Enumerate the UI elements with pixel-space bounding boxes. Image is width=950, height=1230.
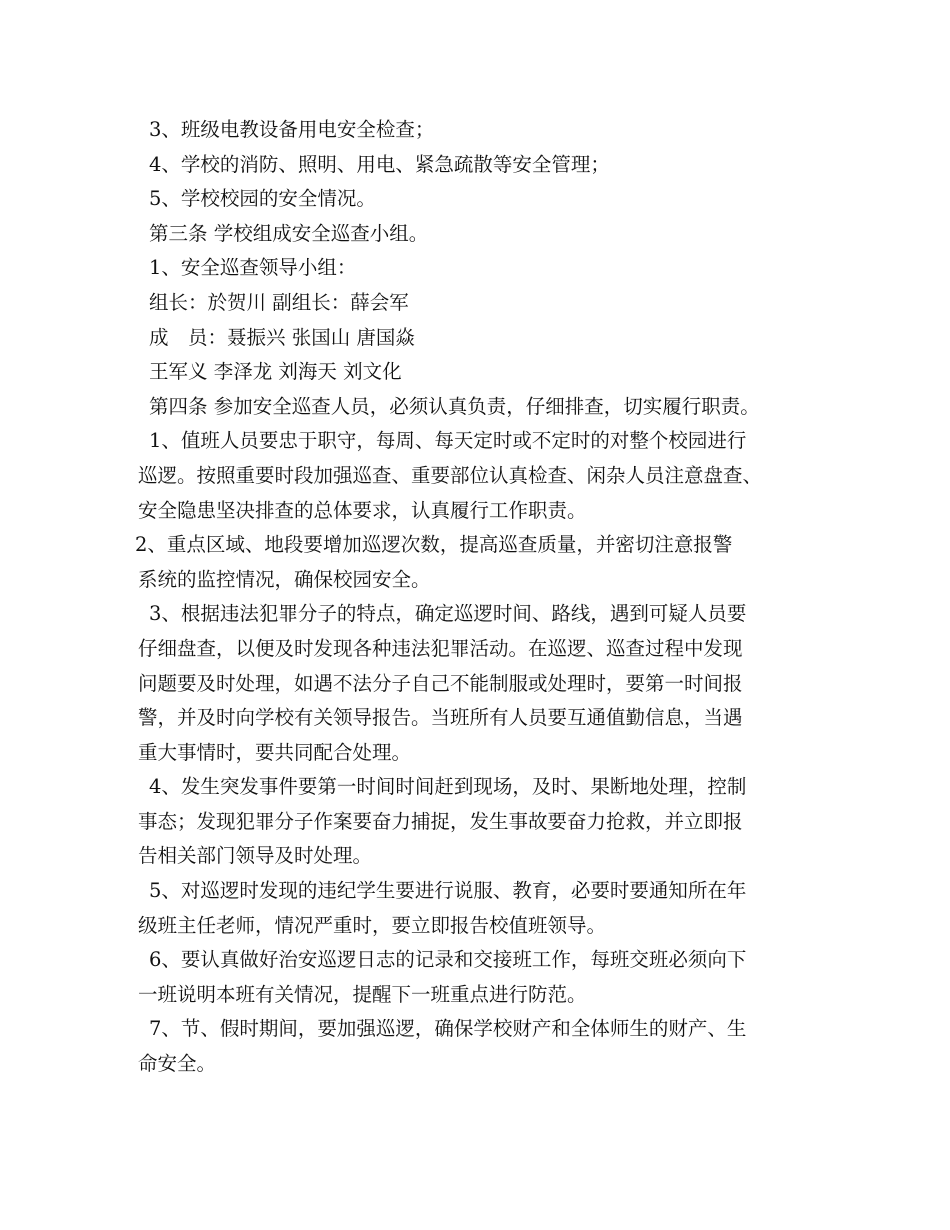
document-line: 6、要认真做好治安巡逻日志的记录和交接班工作，每班交班必须向下 [149, 948, 747, 972]
document-line: 巡逻。按照重要时段加强巡查、重要部位认真检查、闲杂人员注意盘查、 [138, 463, 763, 487]
document-line: 告相关部门领导及时处理。 [138, 844, 373, 868]
document-line: 一班说明本班有关情况，提醒下一班重点进行防范。 [138, 982, 587, 1006]
document-line: 5、学校校园的安全情况。 [149, 187, 376, 211]
document-line: 命安全。 [138, 1052, 217, 1076]
document-body [135, 113, 828, 1082]
document-line: 级班主任老师，情况严重时，要立即报告校值班领导。 [138, 913, 607, 937]
document-line: 仔细盘查，以便及时发现各种违法犯罪活动。在巡逻、巡查过程中发现 [138, 636, 743, 660]
document-line: 问题要及时处理，如遇不法分子自己不能制服或处理时，要第一时间报 [138, 671, 743, 695]
document-line: 第四条 参加安全巡查人员，必须认真负责，仔细排查，切实履行职责。 [149, 394, 760, 418]
document-line: 1、值班人员要忠于职守，每周、每天定时或不定时的对整个校园进行 [149, 429, 747, 453]
document-line: 2、重点区域、地段要增加巡逻次数，提高巡查质量，并密切注意报警 [135, 533, 733, 557]
document-line: 成 员：聂振兴 张国山 唐国焱 [149, 325, 415, 349]
document-line: 7、节、假时期间，要加强巡逻，确保学校财产和全体师生的财产、生 [149, 1017, 747, 1041]
document-line: 第三条 学校组成安全巡查小组。 [149, 221, 429, 245]
document-line: 1、安全巡查领导小组： [149, 256, 357, 280]
document-line: 事态；发现犯罪分子作案要奋力捕捉，发生事故要奋力抢救，并立即报 [138, 809, 743, 833]
document-line: 5、对巡逻时发现的违纪学生要进行说服、教育，必要时要通知所在年 [149, 879, 747, 903]
document-line: 4、学校的消防、照明、用电、紧急疏散等安全管理； [149, 152, 610, 176]
document-line: 警，并及时向学校有关领导报告。当班所有人员要互通值勤信息，当遇 [138, 706, 743, 730]
document-line: 王军义 李泽龙 刘海天 刘文化 [149, 360, 402, 384]
document-line: 3、根据违法犯罪分子的特点，确定巡逻时间、路线，遇到可疑人员要 [149, 602, 747, 626]
document-line: 重大事情时，要共同配合处理。 [138, 740, 412, 764]
document-line: 系统的监控情况，确保校园安全。 [138, 567, 431, 591]
document-line: 组长：於贺川 副组长：薛会军 [149, 290, 409, 314]
document-line: 3、班级电教设备用电安全检查； [149, 118, 435, 141]
document-line: 4、发生突发事件要第一时间时间赶到现场，及时、果断地处理，控制 [149, 775, 747, 799]
document-line: 安全隐患坚决排查的总体要求，认真履行工作职责。 [138, 498, 587, 522]
